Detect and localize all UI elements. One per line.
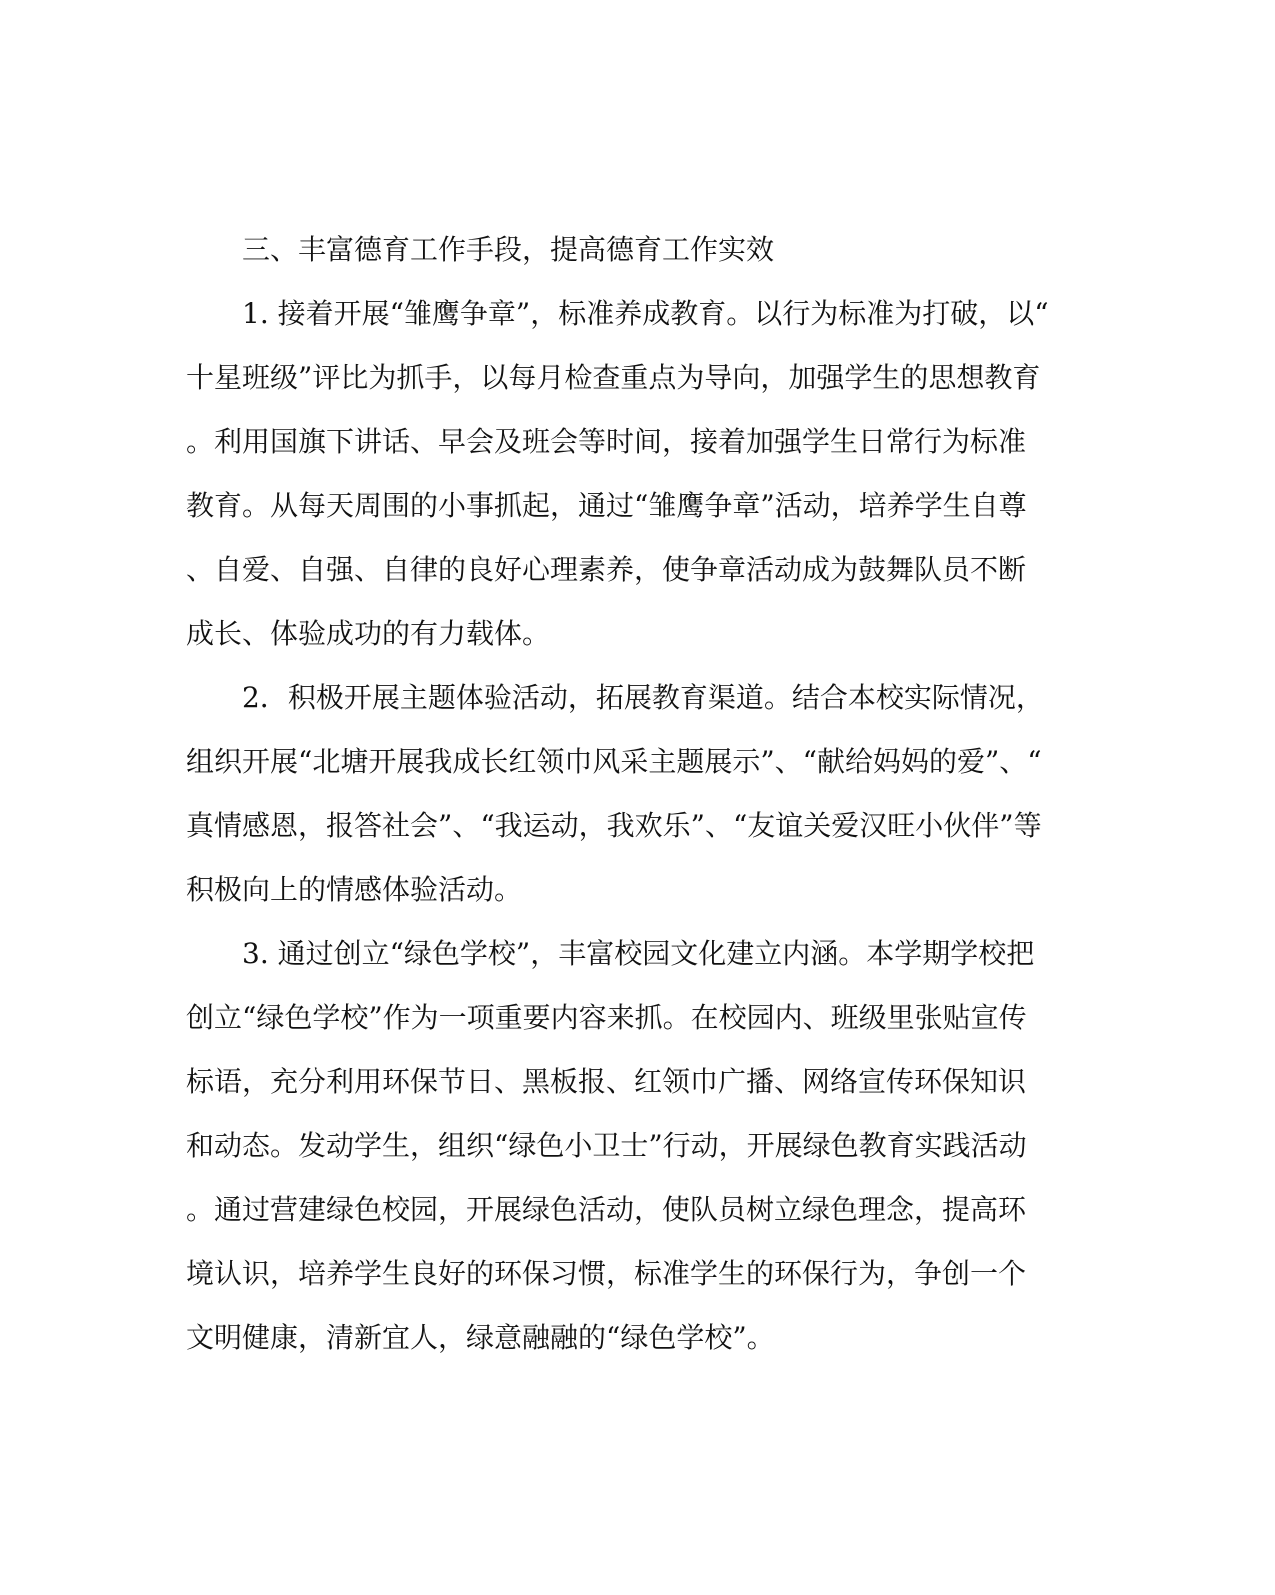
section-heading: 三、丰富德育工作手段，提高德育工作实效 — [242, 233, 775, 266]
paragraph-2-line-1: 2．积极开展主题体验活动，拓展教育渠道。结合本校实际情况， — [242, 681, 1044, 714]
paragraph-1-line-4: 教育。从每天周围的小事抓起，通过“雏鹰争章”活动，培养学生自尊 — [186, 489, 1027, 522]
paragraph-1-line-2: 十星班级”评比为抓手，以每月检查重点为导向，加强学生的思想教育 — [186, 361, 1041, 394]
paragraph-3-line-5: 。通过营建绿色校园，开展绿色活动，使队员树立绿色理念，提高环 — [186, 1193, 1027, 1226]
paragraph-1-line-6: 成长、体验成功的有力载体。 — [186, 617, 551, 650]
paragraph-1-line-5: 、自爱、自强、自律的良好心理素养，使争章活动成为鼓舞队员不断 — [186, 553, 1027, 586]
paragraph-3-line-1: 3. 通过创立“绿色学校”，丰富校园文化建立内涵。本学期学校把 — [242, 937, 1035, 970]
paragraph-2-line-3: 真情感恩，报答社会”、“我运动，我欢乐”、“友谊关爱汉旺小伙伴”等 — [186, 809, 1042, 842]
paragraph-3-line-4: 和动态。发动学生，组织“绿色小卫士”行动，开展绿色教育实践活动 — [186, 1129, 1027, 1162]
paragraph-1-line-3: 。利用国旗下讲话、早会及班会等时间，接着加强学生日常行为标准 — [186, 425, 1027, 458]
paragraph-3-line-7: 文明健康，清新宜人，绿意融融的“绿色学校”。 — [186, 1321, 775, 1354]
paragraph-2-line-2: 组织开展“北塘开展我成长红领巾风采主题展示”、“献给妈妈的爱”、“ — [186, 745, 1042, 778]
paragraph-2-line-4: 积极向上的情感体验活动。 — [186, 873, 523, 906]
paragraph-1-line-1: 1. 接着开展“雏鹰争章”，标准养成教育。以行为标准为打破，以“ — [242, 297, 1049, 330]
paragraph-3-line-6: 境认识，培养学生良好的环保习惯，标准学生的环保行为，争创一个 — [186, 1257, 1027, 1290]
paragraph-3-line-2: 创立“绿色学校”作为一项重要内容来抓。在校园内、班级里张贴宣传 — [186, 1001, 1027, 1034]
paragraph-3-line-3: 标语，充分利用环保节日、黑板报、红领巾广播、网络宣传环保知识 — [186, 1065, 1027, 1098]
